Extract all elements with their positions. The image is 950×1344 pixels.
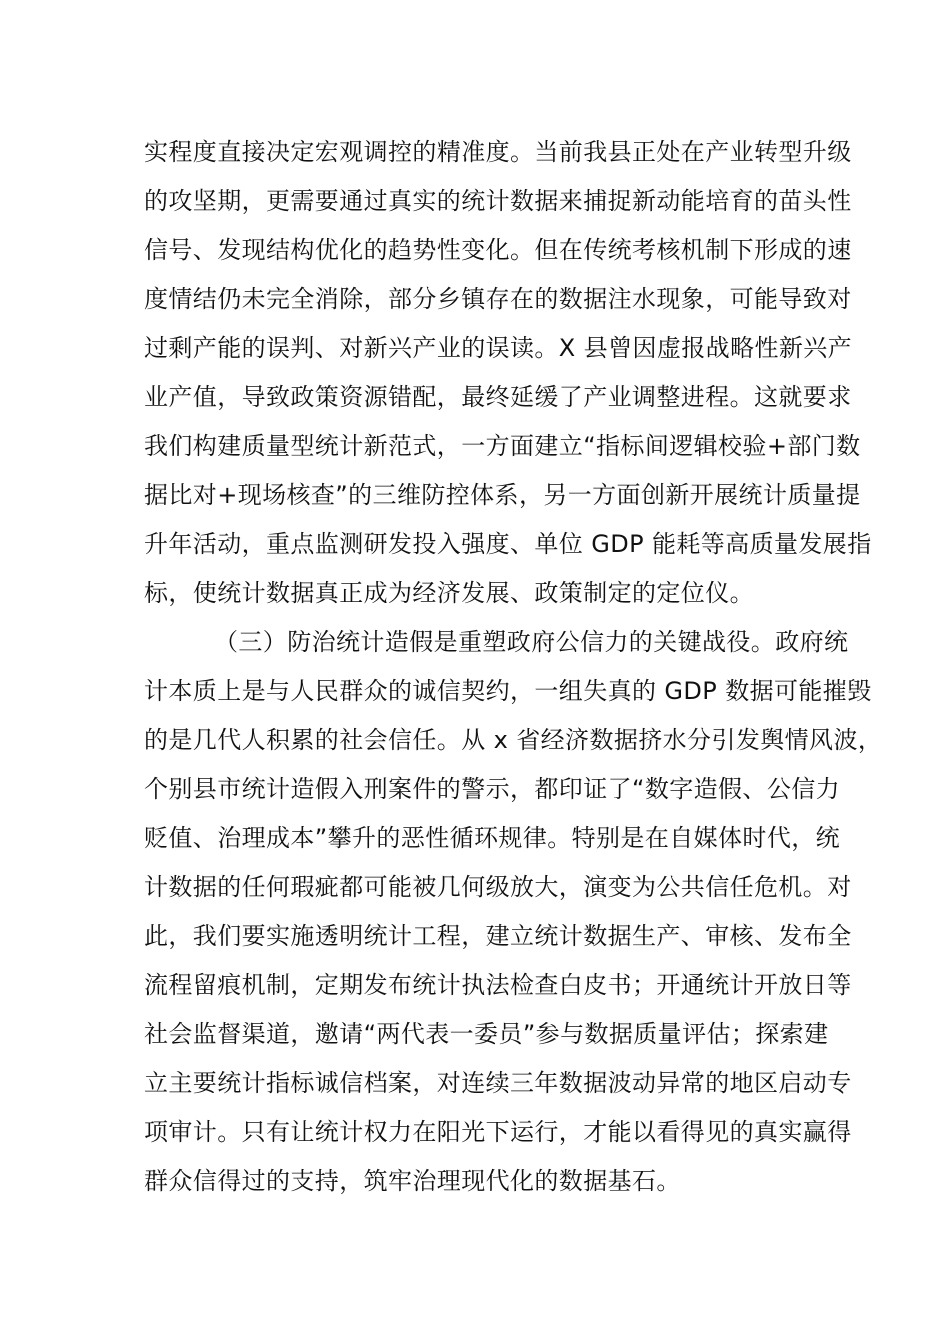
paragraph-1-line-7: 我们构建质量型统计新范式，一方面建立“指标间逻辑校验+部门数 <box>144 432 861 460</box>
paragraph-1-line-1: 实程度直接决定宏观调控的精准度。当前我县正处在产业转型升级 <box>144 138 852 166</box>
paragraph-2-line-4: 个别县市统计造假入刑案件的警示，都印证了“数字造假、公信力 <box>144 775 841 803</box>
paragraph-1-line-10: 标，使统计数据真正成为经济发展、政策制定的定位仪。 <box>144 579 754 607</box>
paragraph-1-line-3: 信号、发现结构优化的趋势性变化。但在传统考核机制下形成的速 <box>144 236 852 264</box>
paragraph-2-line-7: 此，我们要实施透明统计工程，建立统计数据生产、审核、发布全 <box>144 922 852 950</box>
paragraph-1-line-8: 据比对+现场核查”的三维防控体系，另一方面创新开展统计质量提 <box>144 481 861 509</box>
paragraph-2-line-3: 的是几代人积累的社会信任。从 x 省经济数据挤水分引发舆情风波， <box>144 726 883 754</box>
paragraph-2-line-2: 计本质上是与人民群众的诚信契约，一组失真的 GDP 数据可能摧毁 <box>144 677 872 705</box>
paragraph-1-line-4: 度情结仍未完全消除，部分乡镇存在的数据注水现象，可能导致对 <box>144 285 852 313</box>
paragraph-2-line-8: 流程留痕机制，定期发布统计执法检查白皮书；开通统计开放日等 <box>144 971 852 999</box>
paragraph-2-line-12: 群众信得过的支持，筑牢治理现代化的数据基石。 <box>144 1167 681 1195</box>
paragraph-1-line-9: 升年活动，重点监测研发投入强度、单位 GDP 能耗等高质量发展指 <box>144 530 872 558</box>
paragraph-2-line-9: 社会监督渠道，邀请“两代表一委员”参与数据质量评估；探索建 <box>144 1020 829 1048</box>
paragraph-1-line-2: 的攻坚期，更需要通过真实的统计数据来捕捉新动能培育的苗头性 <box>144 187 852 215</box>
paragraph-2-line-11: 项审计。只有让统计权力在阳光下运行，才能以看得见的真实赢得 <box>144 1118 852 1146</box>
paragraph-2-line-6: 计数据的任何瑕疵都可能被几何级放大，演变为公共信任危机。对 <box>144 873 852 901</box>
paragraph-1-line-5: 过剩产能的误判、对新兴产业的误读。X 县曾因虚报战略性新兴产 <box>144 334 853 362</box>
paragraph-2-line-5: 贬值、治理成本”攀升的恶性循环规律。特别是在自媒体时代，统 <box>144 824 841 852</box>
paragraph-2-line-1: （三）防治统计造假是重塑政府公信力的关键战役。政府统 <box>214 628 849 656</box>
paragraph-2-line-10: 立主要统计指标诚信档案，对连续三年数据波动异常的地区启动专 <box>144 1069 852 1097</box>
paragraph-1-line-6: 业产值，导致政策资源错配，最终延缓了产业调整进程。这就要求 <box>144 383 852 411</box>
